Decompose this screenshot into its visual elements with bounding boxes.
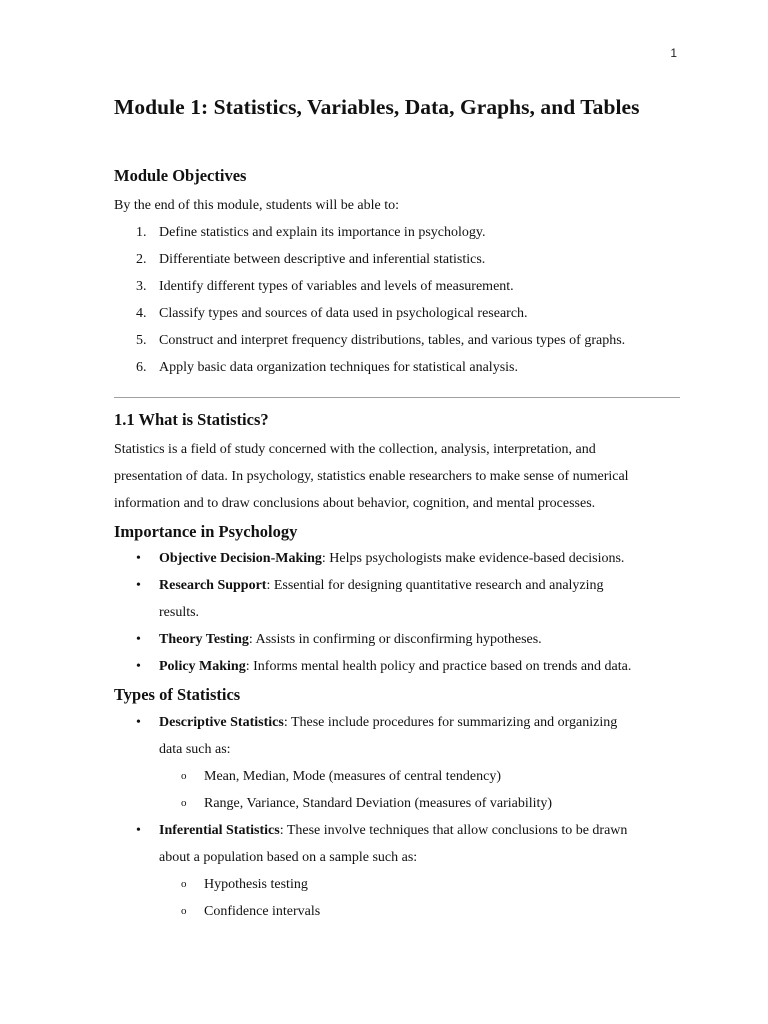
- sub-item-text: Mean, Median, Mode (measures of central tendency): [204, 769, 501, 784]
- item-desc: : Helps psychologists make evidence-based decisions.: [321, 551, 625, 566]
- bullet-icon: •: [136, 632, 141, 647]
- item-number: 4.: [136, 306, 147, 321]
- item-number: 2.: [136, 252, 147, 267]
- bullet-icon: •: [136, 715, 141, 730]
- list-item: [114, 545, 680, 572]
- list-item: [114, 219, 680, 246]
- objectives-intro: By the end of this module, students will be able to:: [114, 198, 400, 213]
- circle-bullet-icon: o: [181, 770, 187, 782]
- importance-heading: Importance in Psychology: [114, 522, 298, 541]
- paragraph-line: presentation of data. In psychology, statistics enable researchers to make sense of numerical: [114, 469, 629, 484]
- item-continuation: about a population based on a sample such as:: [159, 850, 418, 865]
- types-list: [114, 709, 680, 925]
- item-term: Theory Testing: [159, 632, 249, 647]
- item-text: Define statistics and explain its importance in psychology.: [159, 225, 486, 240]
- circle-bullet-icon: o: [181, 878, 187, 890]
- list-item: [114, 626, 680, 653]
- objectives-list: [114, 219, 680, 381]
- list-item: [114, 354, 680, 381]
- item-number: 1.: [136, 225, 147, 240]
- sub-list-item: [159, 898, 680, 925]
- sub-item-text: Confidence intervals: [204, 904, 321, 919]
- bullet-icon: •: [136, 823, 141, 838]
- importance-list: [114, 545, 680, 680]
- item-number: 6.: [136, 360, 147, 375]
- bullet-icon: •: [136, 578, 141, 593]
- list-item: [114, 817, 680, 925]
- list-item: [114, 653, 680, 680]
- item-text: Identify different types of variables and levels of measurement.: [159, 279, 514, 294]
- document-body: [114, 92, 680, 925]
- item-desc: : Essential for designing quantitative research and analyzing: [266, 578, 604, 593]
- item-text: Differentiate between descriptive and inferential statistics.: [159, 252, 486, 267]
- item-desc: : Informs mental health policy and practice based on trends and data.: [245, 659, 632, 674]
- item-term: Research Support: [159, 578, 267, 593]
- list-item: [114, 273, 680, 300]
- item-desc: : These include procedures for summarizing and organizing: [283, 715, 618, 730]
- section-divider: [114, 397, 680, 398]
- list-item: [114, 300, 680, 327]
- list-item: [114, 709, 680, 817]
- what-is-statistics-heading: 1.1 What is Statistics?: [114, 410, 269, 429]
- list-item: [114, 327, 680, 354]
- item-continuation: results.: [159, 605, 200, 620]
- what-is-statistics-paragraph: [114, 436, 680, 517]
- bullet-icon: •: [136, 659, 141, 674]
- item-number: 3.: [136, 279, 147, 294]
- sub-list-item: [159, 871, 680, 898]
- item-text: Classify types and sources of data used in psychological research.: [159, 306, 528, 321]
- document-title: Module 1: Statistics, Variables, Data, Graphs, and Tables: [114, 95, 640, 119]
- item-desc: : Assists in confirming or disconfirming hypotheses.: [248, 632, 542, 647]
- item-term: Descriptive Statistics: [159, 715, 284, 730]
- descriptive-sublist: [159, 763, 680, 817]
- item-term: Objective Decision-Making: [159, 551, 322, 566]
- list-item: [114, 572, 680, 626]
- item-text: Apply basic data organization techniques for statistical analysis.: [159, 360, 518, 375]
- list-item: [114, 246, 680, 273]
- item-number: 5.: [136, 333, 147, 348]
- sub-list-item: [159, 790, 680, 817]
- sub-item-text: Range, Variance, Standard Deviation (measures of variability): [204, 796, 553, 811]
- item-continuation: data such as:: [159, 742, 231, 757]
- paragraph-line: Statistics is a field of study concerned with the collection, analysis, interpretation, and: [114, 442, 596, 457]
- types-heading: Types of Statistics: [114, 685, 241, 704]
- objectives-heading: Module Objectives: [114, 166, 247, 185]
- inferential-sublist: [159, 871, 680, 925]
- item-text: Construct and interpret frequency distributions, tables, and various types of graphs.: [159, 333, 626, 348]
- item-term: Inferential Statistics: [159, 823, 280, 838]
- sub-item-text: Hypothesis testing: [204, 877, 308, 892]
- circle-bullet-icon: o: [181, 905, 187, 917]
- item-desc: : These involve techniques that allow conclusions to be drawn: [279, 823, 628, 838]
- bullet-icon: •: [136, 551, 141, 566]
- sub-list-item: [159, 763, 680, 790]
- paragraph-line: information and to draw conclusions about behavior, cognition, and mental processes.: [114, 496, 596, 511]
- circle-bullet-icon: o: [181, 797, 187, 809]
- item-term: Policy Making: [159, 659, 246, 674]
- page-number: 1: [670, 46, 677, 60]
